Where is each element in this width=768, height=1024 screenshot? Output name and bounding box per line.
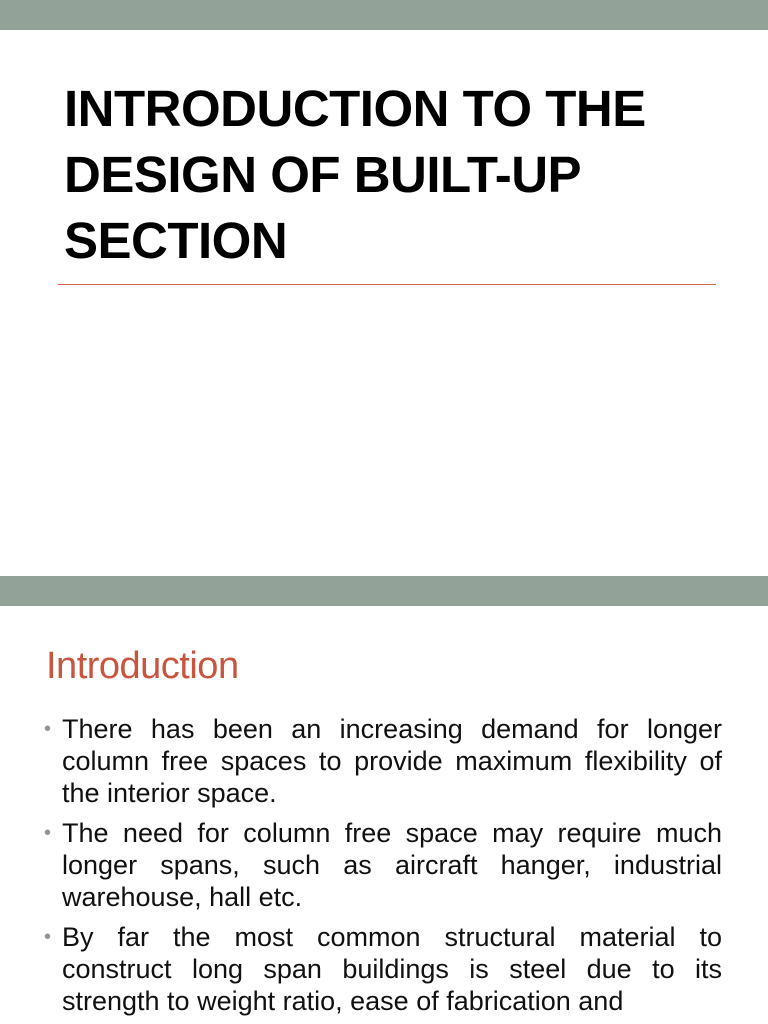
bullet-text-3: By far the most common structural material to construct long span buildings is steel due to its strength to weight ratio, ease of fabrication and <box>62 922 722 1016</box>
introduction-slide <box>0 606 768 1024</box>
bullet-item-1 <box>44 713 722 809</box>
title-slide <box>0 30 768 576</box>
section-heading: Introduction <box>46 645 239 687</box>
bullet-dot-icon: • <box>44 718 52 740</box>
bullet-dot-icon: • <box>44 822 52 844</box>
bullet-text-1: There has been an increasing demand for longer column free spaces to provide maximum flexibility of the interior space. <box>62 714 722 808</box>
title-underline-rule <box>58 284 716 285</box>
bullet-dot-icon: • <box>44 926 52 948</box>
bullet-item-3 <box>44 921 722 1017</box>
slide-title: INTRODUCTION TO THE DESIGN OF BUILT-UP SECTION <box>64 80 646 269</box>
bullet-text-2: The need for column free space may require much longer spans, such as aircraft hanger, industrial warehouse, hall etc. <box>62 818 722 912</box>
bullet-item-2 <box>44 817 722 913</box>
bullet-list <box>44 713 722 1024</box>
top-slide-band <box>0 0 768 30</box>
slide-divider-band <box>0 576 768 606</box>
